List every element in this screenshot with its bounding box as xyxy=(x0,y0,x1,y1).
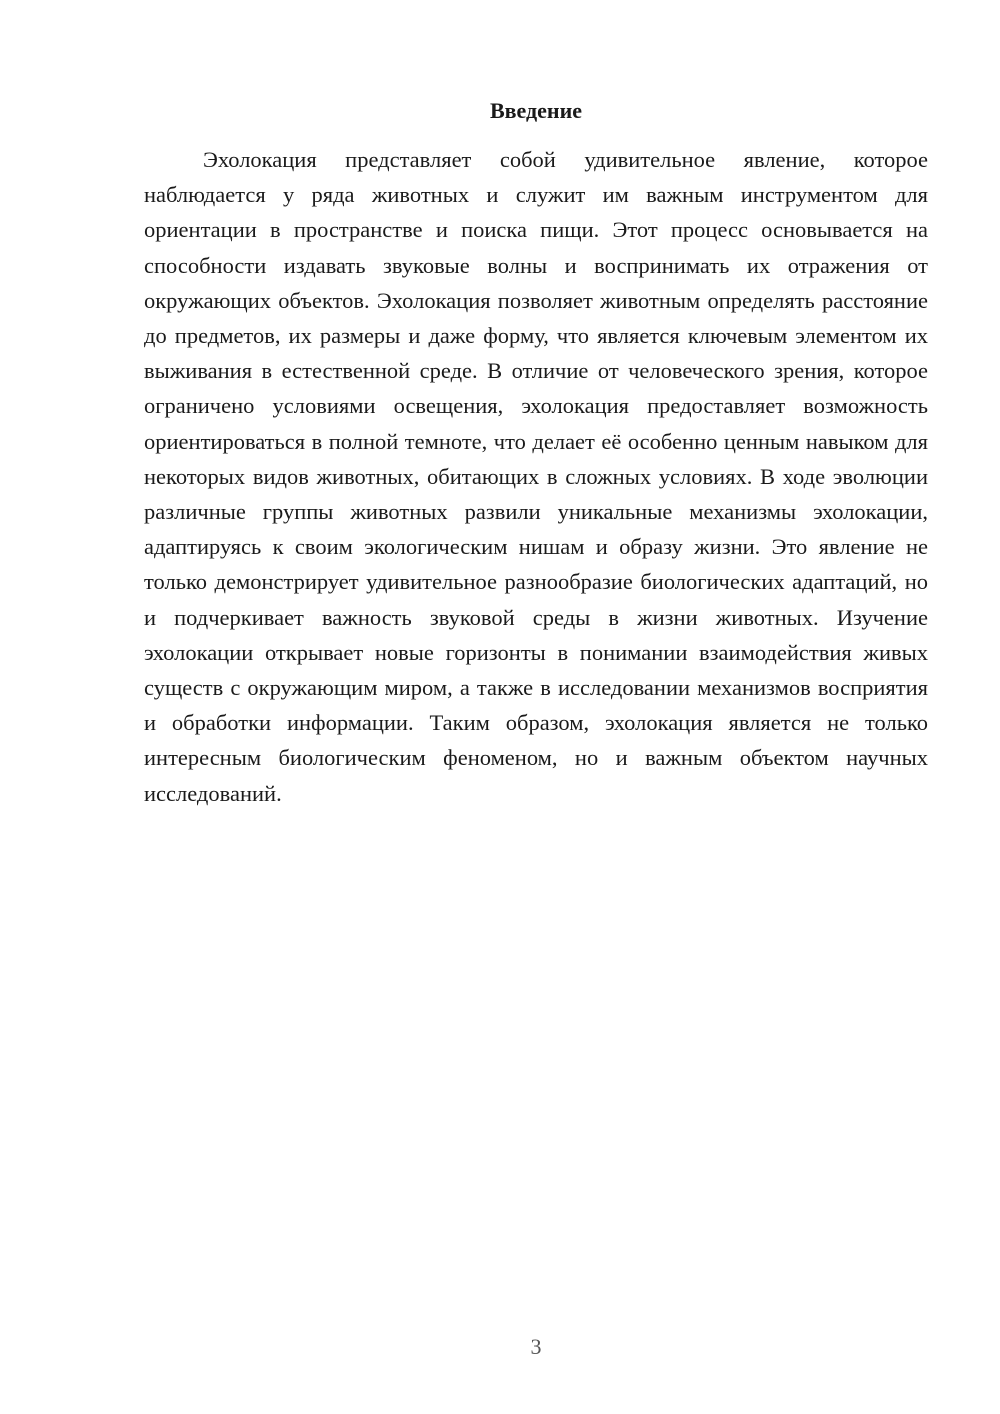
page-number: 3 xyxy=(530,1334,542,1359)
section-heading: Введение xyxy=(489,98,583,123)
body-paragraph: Эхолокация представляет собой удивительное явление, которое наблюдается у ряда животных и служит им важным инструментом для ориентации в пространстве и поиска пищи. Этот процесс основывается на способности издавать звуковые волны и воспринимать их отражения от окружающих объектов. Эхолокация позволяет животным определять расстояние до предметов, их размеры и даже форму, что является ключевым элементом их выживания в естественной среде. В отличие от человеческого зрения, которое ограничено условиями освещения, эхолокация предоставляет возможность ориентироваться в полной темноте, что делает её особенно ценным навыком для некоторых видов животных, обитающих в сложных условиях. В ходе эволюции различные группы животных развили уникальные механизмы эхолокации, адаптируясь к своим экологическим нишам и образу жизни. Это явление не только демонстрирует удивительное разнообразие биологических адаптаций, но и подчеркивает важность звуковой среды в жизни животных. Изучение эхолокации открывает новые горизонты в понимании взаимодействия живых существ с окружающим миром, а также в исследовании механизмов восприятия и обработки информации. Таким образом, эхолокация является не только интересным биологическим феноменом, но и важным объектом научных исследований. xyxy=(144,147,928,806)
